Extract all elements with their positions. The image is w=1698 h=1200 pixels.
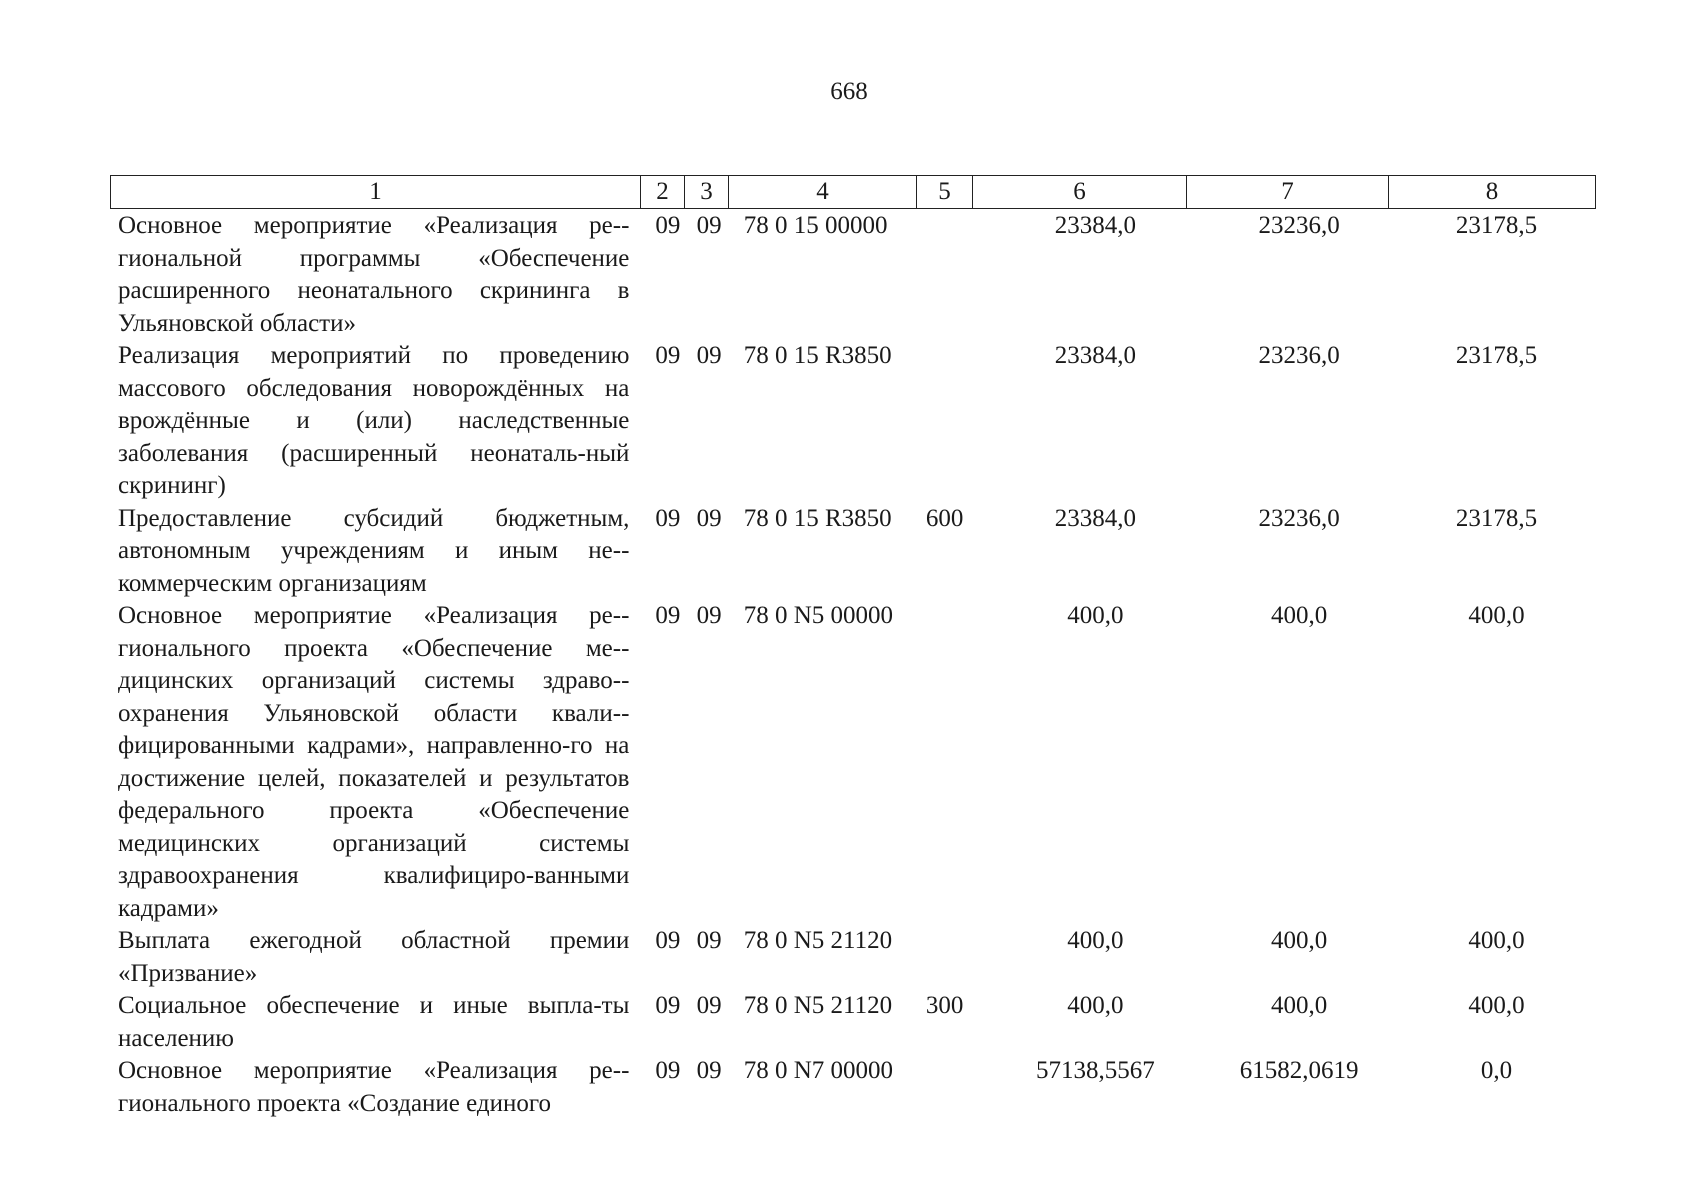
row-subsection: 09 xyxy=(696,927,722,954)
page-number: 668 xyxy=(830,78,868,105)
row-expense-type xyxy=(926,1055,991,1120)
budget-table-body xyxy=(110,210,1595,1120)
row-amount-2: 23236,0 xyxy=(1258,504,1340,532)
row-expense-type xyxy=(926,925,991,990)
row-expense-type xyxy=(926,600,991,925)
row-section: 09 xyxy=(655,602,681,629)
row-target-code: 78 0 15 R3850 xyxy=(743,504,892,532)
row-description: Выплата ежегодной областной премии «Призвание» xyxy=(118,927,630,987)
table-row xyxy=(110,600,1595,925)
row-expense-type xyxy=(926,210,991,340)
row-subsection: 09 xyxy=(696,342,722,369)
row-amount-2: 400,0 xyxy=(1271,992,1328,1019)
header-col-4: 4 xyxy=(729,176,917,209)
row-section: 09 xyxy=(655,927,681,954)
row-subsection: 09 xyxy=(696,504,722,532)
row-subsection: 09 xyxy=(696,212,722,239)
row-amount-1: 23384,0 xyxy=(1054,504,1136,532)
row-description: Основное мероприятие «Реализация ре-гионального проекта «Создание единого xyxy=(118,1057,630,1117)
table-row xyxy=(110,1055,1595,1120)
row-amount-3: 23178,5 xyxy=(1455,504,1538,532)
row-expense-type: 300 xyxy=(925,992,964,1019)
row-amount-3: 23178,5 xyxy=(1455,342,1538,369)
row-target-code: 78 0 N5 00000 xyxy=(743,602,893,629)
row-target-code: 78 0 N7 00000 xyxy=(743,1057,893,1084)
row-section: 09 xyxy=(655,342,681,369)
row-expense-type: 600 xyxy=(925,504,964,532)
row-amount-2: 400,0 xyxy=(1271,602,1328,629)
row-amount-3: 400,0 xyxy=(1468,602,1525,629)
row-target-code: 78 0 15 00000 xyxy=(743,212,888,239)
row-description: Основное мероприятие «Реализация ре-гионального проекта «Обеспечение ме-дицинских организаций системы здраво-охранения Ульяновской области квали-фицированными кадрами», направленно-го на достижение целей, показателей и результатов федерального проекта «Обеспечение медицинских организаций системы здравоохранения квалифициро-ванными кадрами» xyxy=(118,602,630,922)
row-section: 09 xyxy=(655,1057,681,1084)
row-amount-2: 400,0 xyxy=(1271,927,1328,954)
row-amount-2: 23236,0 xyxy=(1258,342,1340,369)
header-col-6: 6 xyxy=(973,176,1187,209)
row-expense-type xyxy=(926,340,991,503)
column-number-header xyxy=(110,175,1596,209)
row-amount-3: 400,0 xyxy=(1468,927,1525,954)
header-col-5: 5 xyxy=(917,176,973,209)
table-row xyxy=(110,990,1595,1055)
row-amount-1: 400,0 xyxy=(1067,602,1124,629)
row-section: 09 xyxy=(655,992,681,1019)
row-amount-1: 400,0 xyxy=(1067,927,1124,954)
row-amount-3: 23178,5 xyxy=(1455,212,1538,239)
row-description: Основное мероприятие «Реализация ре-гиональной программы «Обеспечение расширенного неонатального скрининга в Ульяновской области» xyxy=(118,212,630,337)
table-row xyxy=(110,503,1595,601)
row-amount-1: 23384,0 xyxy=(1054,212,1136,239)
header-col-3: 3 xyxy=(685,176,729,209)
header-col-2: 2 xyxy=(641,176,685,209)
row-amount-1: 57138,5567 xyxy=(1036,1057,1155,1084)
row-amount-3: 400,0 xyxy=(1468,992,1525,1019)
table-row xyxy=(110,925,1595,990)
row-amount-1: 23384,0 xyxy=(1054,342,1136,369)
row-amount-2: 61582,0619 xyxy=(1239,1057,1359,1084)
header-col-1: 1 xyxy=(111,176,641,209)
row-description: Социальное обеспечение и иные выпла-ты населению xyxy=(118,992,630,1052)
row-target-code: 78 0 N5 21120 xyxy=(743,992,893,1019)
row-amount-1: 400,0 xyxy=(1067,992,1124,1019)
header-col-7: 7 xyxy=(1187,176,1389,209)
row-description: Предоставление субсидий бюджетным, автономным учреждениям и иным не-коммерческим организациям xyxy=(118,504,630,597)
row-section: 09 xyxy=(655,504,681,532)
header-col-8: 8 xyxy=(1389,176,1596,209)
row-subsection: 09 xyxy=(696,1057,722,1084)
row-target-code: 78 0 15 R3850 xyxy=(743,342,892,369)
row-description: Реализация мероприятий по проведению массового обследования новорождённых на врождённые и (или) наследственные заболевания (расширенный неонаталь-ный скрининг) xyxy=(118,342,630,499)
table-row xyxy=(110,210,1595,340)
row-amount-2: 23236,0 xyxy=(1258,212,1340,239)
table-row xyxy=(110,340,1595,503)
row-amount-3: 0,0 xyxy=(1480,1057,1513,1084)
row-target-code: 78 0 N5 21120 xyxy=(743,927,893,954)
row-section: 09 xyxy=(655,212,681,239)
row-subsection: 09 xyxy=(696,992,722,1019)
row-subsection: 09 xyxy=(696,602,722,629)
